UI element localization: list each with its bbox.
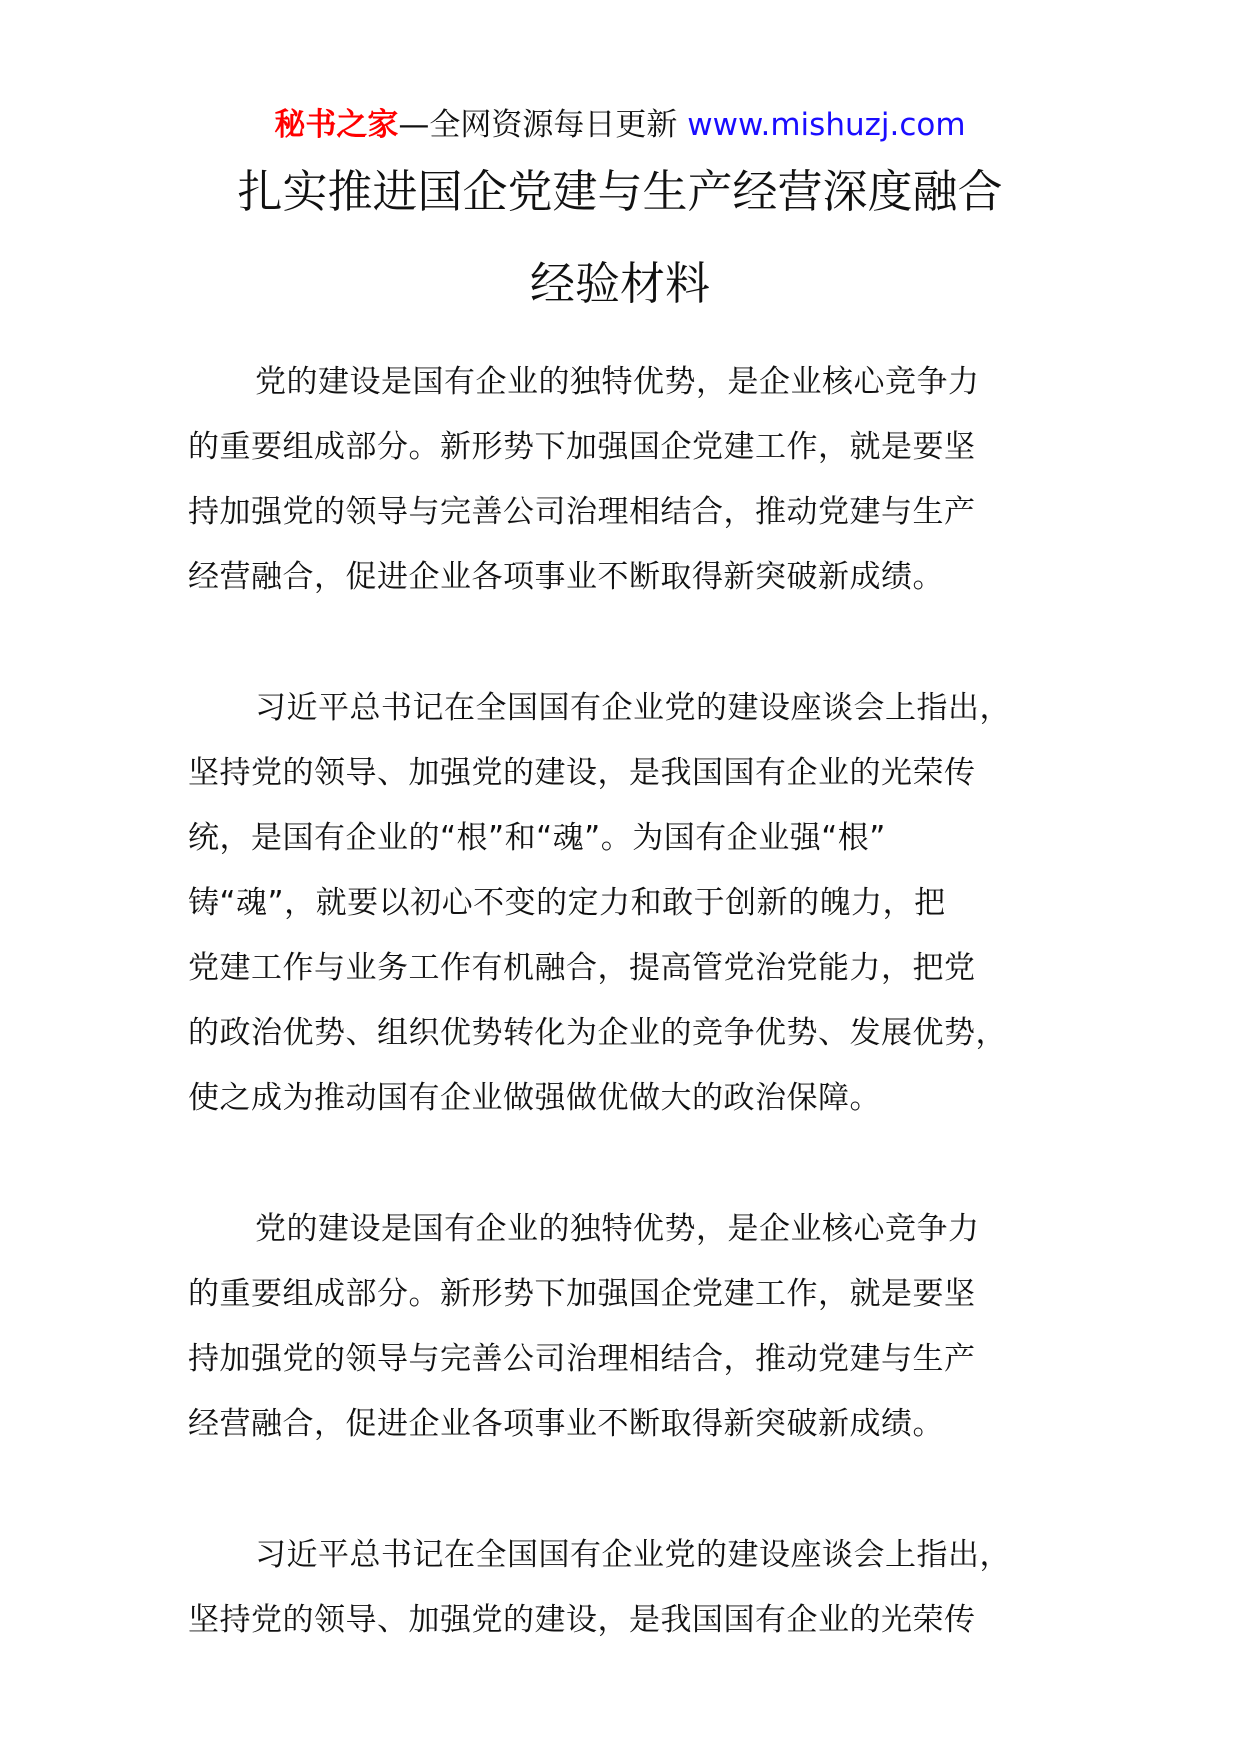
- page-header: [0, 104, 1240, 146]
- paragraph-3: [188, 1197, 1058, 1457]
- text-line: 经营融合，促进企业各项事业不断取得新突破新成绩。: [188, 559, 944, 595]
- document-body: [188, 350, 1058, 1719]
- text-line: 党的建设是国有企业的独特优势，是企业核心竞争力: [255, 364, 980, 400]
- text-line: 使之成为推动国有企业做强做优做大的政治保障。: [188, 1080, 881, 1116]
- text-line: 持加强党的领导与完善公司治理相结合，推动党建与生产: [188, 1341, 976, 1377]
- text-line: 统，是国有企业的“根”和“魂”。为国有企业强“根”: [188, 820, 886, 856]
- text-line: 的重要组成部分。新形势下加强国企党建工作，就是要坚: [188, 1276, 976, 1312]
- text-line: 党的建设是国有企业的独特优势，是企业核心竞争力: [255, 1211, 980, 1247]
- text-line: 经营融合，促进企业各项事业不断取得新突破新成绩。: [188, 1406, 944, 1442]
- text-line: 的重要组成部分。新形势下加强国企党建工作，就是要坚: [188, 429, 976, 465]
- text-line: 铸“魂”，就要以初心不变的定力和敢于创新的魄力，把: [188, 885, 946, 921]
- text-line: 持加强党的领导与完善公司治理相结合，推动党建与生产: [188, 494, 976, 530]
- text-line: 党建工作与业务工作有机融合，提高管党治党能力，把党: [188, 950, 976, 986]
- header-tagline: —全网资源每日更新: [398, 107, 688, 143]
- text-line: 习近平总书记在全国国有企业党的建设座谈会上指出，: [255, 690, 1011, 726]
- document-title-line-2: 经验材料: [529, 257, 710, 310]
- text-line: 坚持党的领导、加强党的建设，是我国国有企业的光荣传: [188, 755, 976, 791]
- paragraph-4: [188, 1523, 1058, 1653]
- site-url[interactable]: www.mishuzj.com: [687, 107, 966, 143]
- text-line: 坚持党的领导、加强党的建设，是我国国有企业的光荣传: [188, 1602, 976, 1638]
- paragraph-2: [188, 676, 1058, 1131]
- text-line: 习近平总书记在全国国有企业党的建设座谈会上指出，: [255, 1537, 1011, 1573]
- paragraph-1: [188, 350, 1058, 610]
- text-line: 的政治优势、组织优势转化为企业的竞争优势、发展优势，: [188, 1015, 1007, 1051]
- brand-name: 秘书之家: [274, 107, 399, 143]
- document-title-line-1: 扎实推进国企党建与生产经营深度融合: [237, 165, 1003, 218]
